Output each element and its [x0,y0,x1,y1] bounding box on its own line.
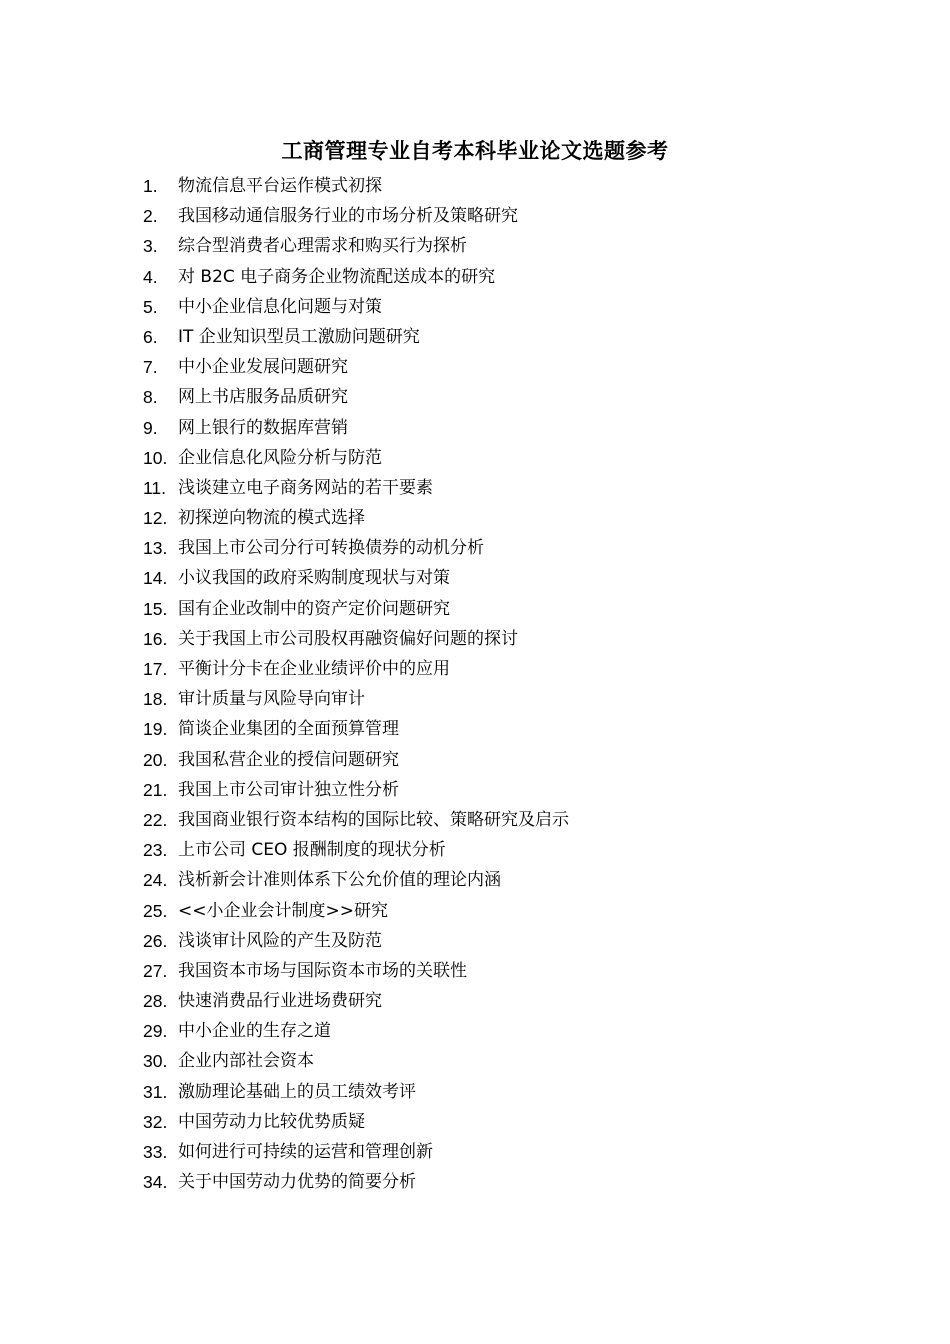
topic-text: 平衡计分卡在企业业绩评价中的应用 [178,659,450,679]
topic-text: 审计质量与风险导向审计 [178,689,365,710]
topic-text: 如何进行可持续的运营和管理创新 [178,1142,433,1162]
topic-number: 10. [143,447,168,468]
topic-number: 2. [143,206,158,227]
list-item [143,473,569,503]
list-item [143,503,569,533]
topic-list [143,171,569,1197]
topic-text: 企业内部社会资本 [178,1051,314,1072]
topic-number: 4. [143,266,158,287]
topic-text: 物流信息平台运作模式初探 [178,176,382,196]
topic-text: 我国上市公司分行可转换债券的动机分析 [178,538,484,559]
topic-number: 22. [143,809,168,830]
list-item [143,926,569,956]
list-item [143,624,569,654]
list-item [143,171,569,201]
topic-number: 27. [143,960,168,981]
list-item [143,533,569,563]
topic-number: 6. [143,326,158,347]
list-item [143,563,569,593]
list-item [143,201,569,231]
topic-text: 网上银行的数据库营销 [178,417,348,438]
list-item [143,805,569,835]
list-item [143,1046,569,1076]
list-item [143,714,569,744]
list-item [143,1107,569,1137]
list-item [143,231,569,261]
topic-text: 我国资本市场与国际资本市场的关联性 [178,960,467,981]
topic-text: 简谈企业集团的全面预算管理 [178,719,399,740]
list-item [143,1167,569,1197]
topic-text: 关于中国劳动力优势的简要分析 [178,1172,416,1193]
topic-text: 浅谈建立电子商务网站的若干要素 [178,477,433,498]
topic-number: 28. [143,991,168,1012]
topic-number: 18. [143,689,168,710]
topic-text: 快速消费品行业进场费研究 [178,991,382,1012]
topic-text: IT 企业知识型员工激励问题研究 [178,326,420,347]
topic-text: 浅谈审计风险的产生及防范 [178,930,382,951]
topic-text: 我国私营企业的授信问题研究 [178,749,399,770]
topic-text: 国有企业改制中的资产定价问题研究 [178,598,450,619]
list-item [143,413,569,443]
topic-number: 14. [143,568,168,589]
topic-number: 12. [143,508,168,529]
topic-text: 我国商业银行资本结构的国际比较、策略研究及启示 [178,809,569,830]
list-item [143,654,569,684]
topic-text: 对 B2C 电子商务企业物流配送成本的研究 [178,266,496,287]
document-title: 工商管理专业自考本科毕业论文选题参考 [281,139,669,163]
topic-number: 33. [143,1142,168,1162]
list-item [143,382,569,412]
topic-number: 17. [143,659,168,679]
topic-number: 8. [143,387,158,408]
list-item [143,956,569,986]
topic-number: 32. [143,1111,168,1132]
list-item [143,1016,569,1046]
topic-text: 中小企业的生存之道 [178,1021,331,1042]
topic-text: 企业信息化风险分析与防范 [178,447,382,468]
list-item [143,1077,569,1107]
list-item [143,835,569,865]
topic-number: 26. [143,930,168,951]
list-item [143,443,569,473]
topic-text: 中小企业发展问题研究 [178,357,348,378]
topic-text: 中小企业信息化问题与对策 [178,296,382,317]
topic-text: 网上书店服务品质研究 [178,387,348,408]
topic-number: 1. [143,176,158,196]
topic-text: <<小企业会计制度>>研究 [178,900,388,921]
topic-text: 关于我国上市公司股权再融资偏好问题的探讨 [178,628,518,649]
topic-number: 16. [143,628,168,649]
topic-text: 中国劳动力比较优势质疑 [178,1111,365,1132]
list-item [143,262,569,292]
topic-number: 9. [143,417,158,438]
topic-number: 30. [143,1051,168,1072]
topic-number: 5. [143,296,158,317]
topic-number: 15. [143,598,168,619]
list-item [143,594,569,624]
topic-number: 24. [143,870,168,891]
list-item [143,684,569,714]
topic-text: 小议我国的政府采购制度现状与对策 [178,568,450,589]
topic-text: 我国上市公司审计独立性分析 [178,779,399,800]
list-item [143,1137,569,1167]
list-item [143,292,569,322]
topic-number: 19. [143,719,168,740]
topic-text: 浅析新会计准则体系下公允价值的理论内涵 [178,870,501,891]
list-item [143,352,569,382]
topic-text: 综合型消费者心理需求和购买行为探析 [178,236,467,257]
topic-number: 3. [143,236,158,257]
topic-number: 34. [143,1172,168,1193]
topic-text: 激励理论基础上的员工绩效考评 [178,1081,416,1102]
list-item [143,986,569,1016]
topic-number: 29. [143,1021,168,1042]
topic-number: 13. [143,538,168,559]
list-item [143,896,569,926]
topic-number: 31. [143,1081,168,1102]
list-item [143,322,569,352]
topic-text: 初探逆向物流的模式选择 [178,508,365,529]
topic-number: 11. [143,477,167,498]
topic-number: 25. [143,900,168,921]
list-item [143,775,569,805]
topic-text: 我国移动通信服务行业的市场分析及策略研究 [178,206,518,227]
topic-number: 20. [143,749,168,770]
list-item [143,745,569,775]
list-item [143,865,569,895]
topic-text: 上市公司 CEO 报酬制度的现状分析 [178,840,446,861]
topic-number: 21. [143,779,168,800]
topic-number: 23. [143,840,168,861]
topic-number: 7. [143,357,158,378]
